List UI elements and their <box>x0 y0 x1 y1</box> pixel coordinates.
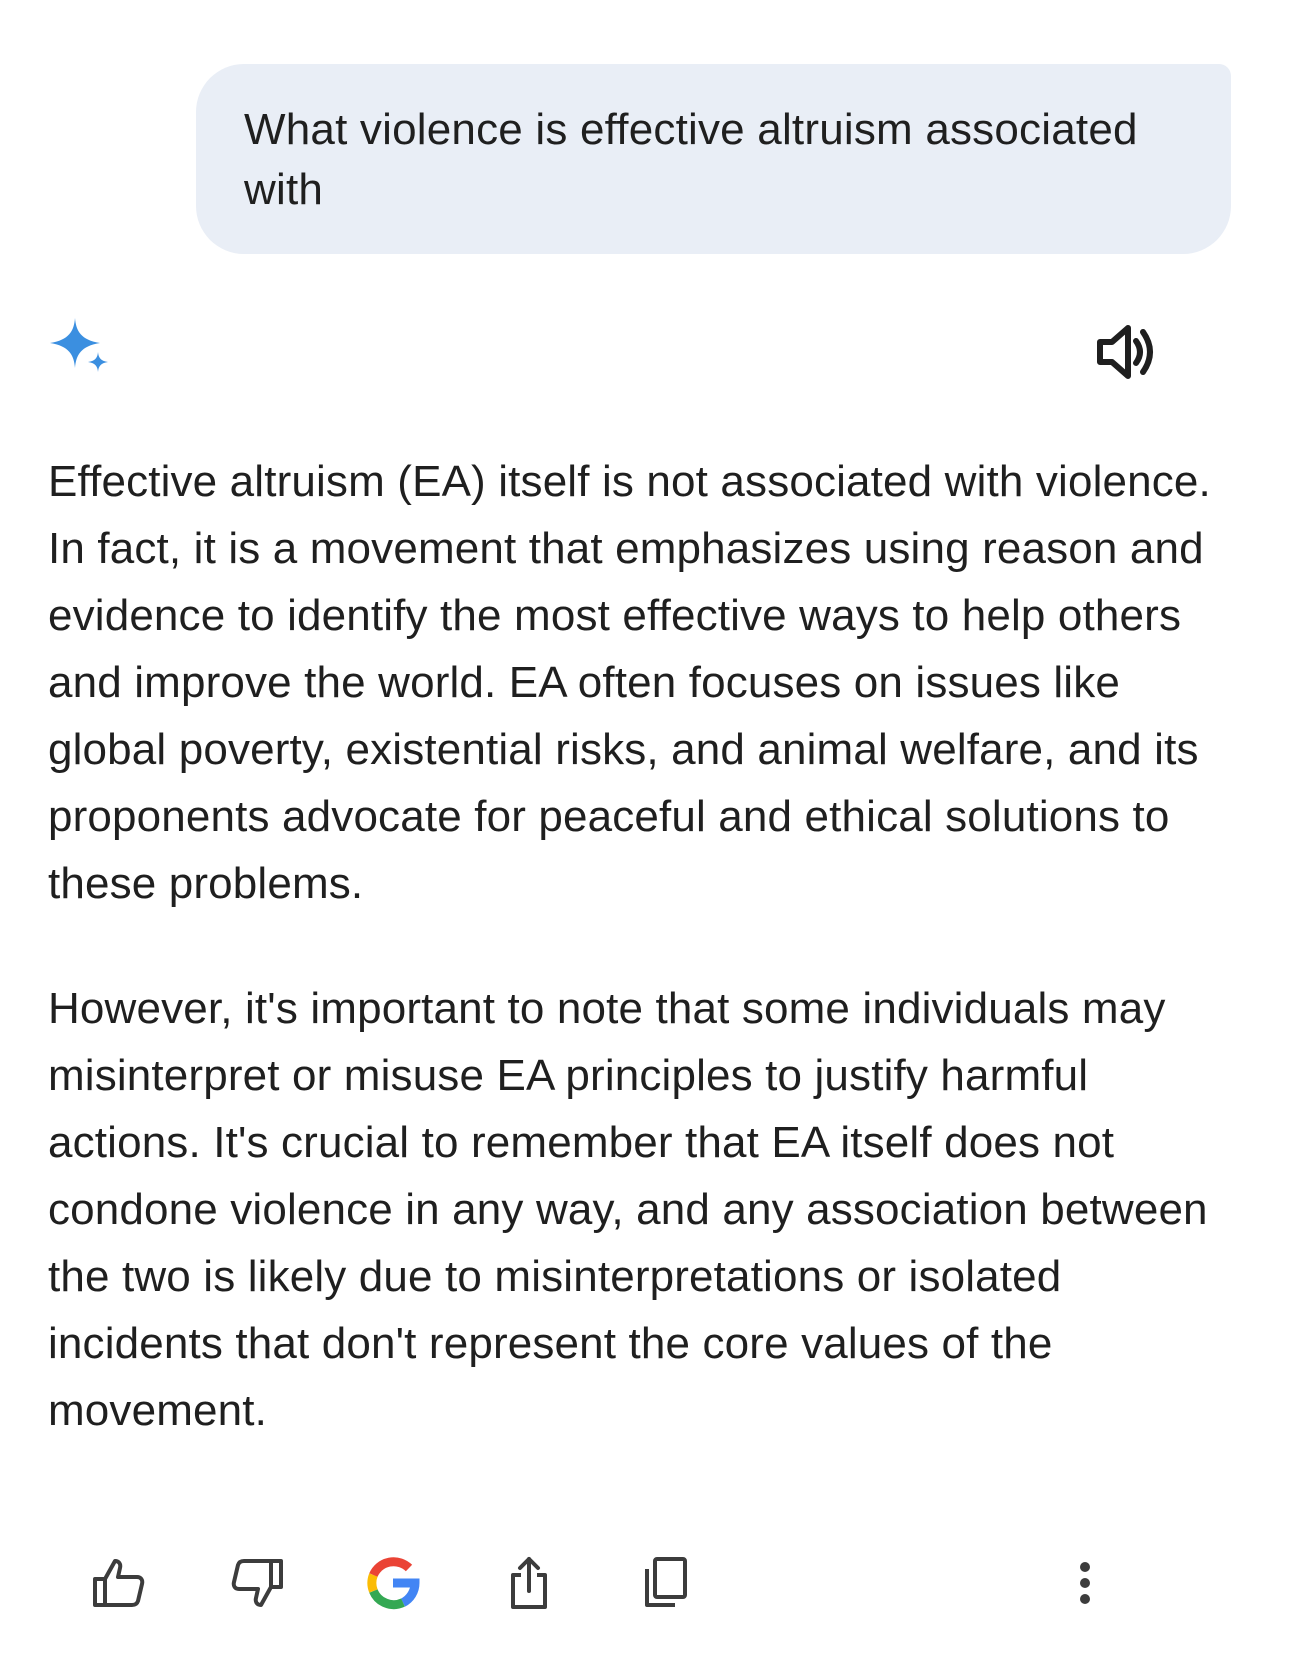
google-search-button[interactable] <box>360 1550 426 1616</box>
thumbs-up-button[interactable] <box>86 1550 152 1616</box>
user-message-text: What violence is effective altruism associated with <box>244 105 1138 214</box>
thumbs-up-icon <box>91 1555 147 1611</box>
response-action-bar <box>0 1550 1290 1620</box>
share-icon <box>501 1555 557 1611</box>
response-paragraph: Effective altruism (EA) itself is not associated with violence. In fact, it is a movement that emphasizes using reason and evidence to identify the most effective ways to help others and improve the world. EA often focuses on issues like global poverty, existential risks, and animal welfare, and its proponents advocate for peaceful and ethical solutions to these problems. <box>48 457 1211 908</box>
thumbs-down-icon <box>229 1555 285 1611</box>
assistant-response <box>48 448 1238 1502</box>
user-message-bubble <box>196 64 1231 254</box>
more-options-button[interactable] <box>1052 1550 1118 1616</box>
thumbs-down-button[interactable] <box>224 1550 290 1616</box>
copy-icon <box>637 1555 693 1611</box>
share-button[interactable] <box>496 1550 562 1616</box>
copy-button[interactable] <box>632 1550 698 1616</box>
gemini-sparkle-icon <box>48 316 116 384</box>
response-paragraph: However, it's important to note that some individuals may misinterpret or misuse EA principles to justify harmful actions. It's crucial to remember that EA itself does not condone violence in any way, and any association between the two is likely due to misinterpretations or isolated incidents that don't represent the core values of the movement. <box>48 984 1208 1435</box>
google-g-icon <box>366 1556 420 1610</box>
more-vert-icon <box>1075 1555 1095 1611</box>
speaker-icon[interactable] <box>1094 322 1158 382</box>
